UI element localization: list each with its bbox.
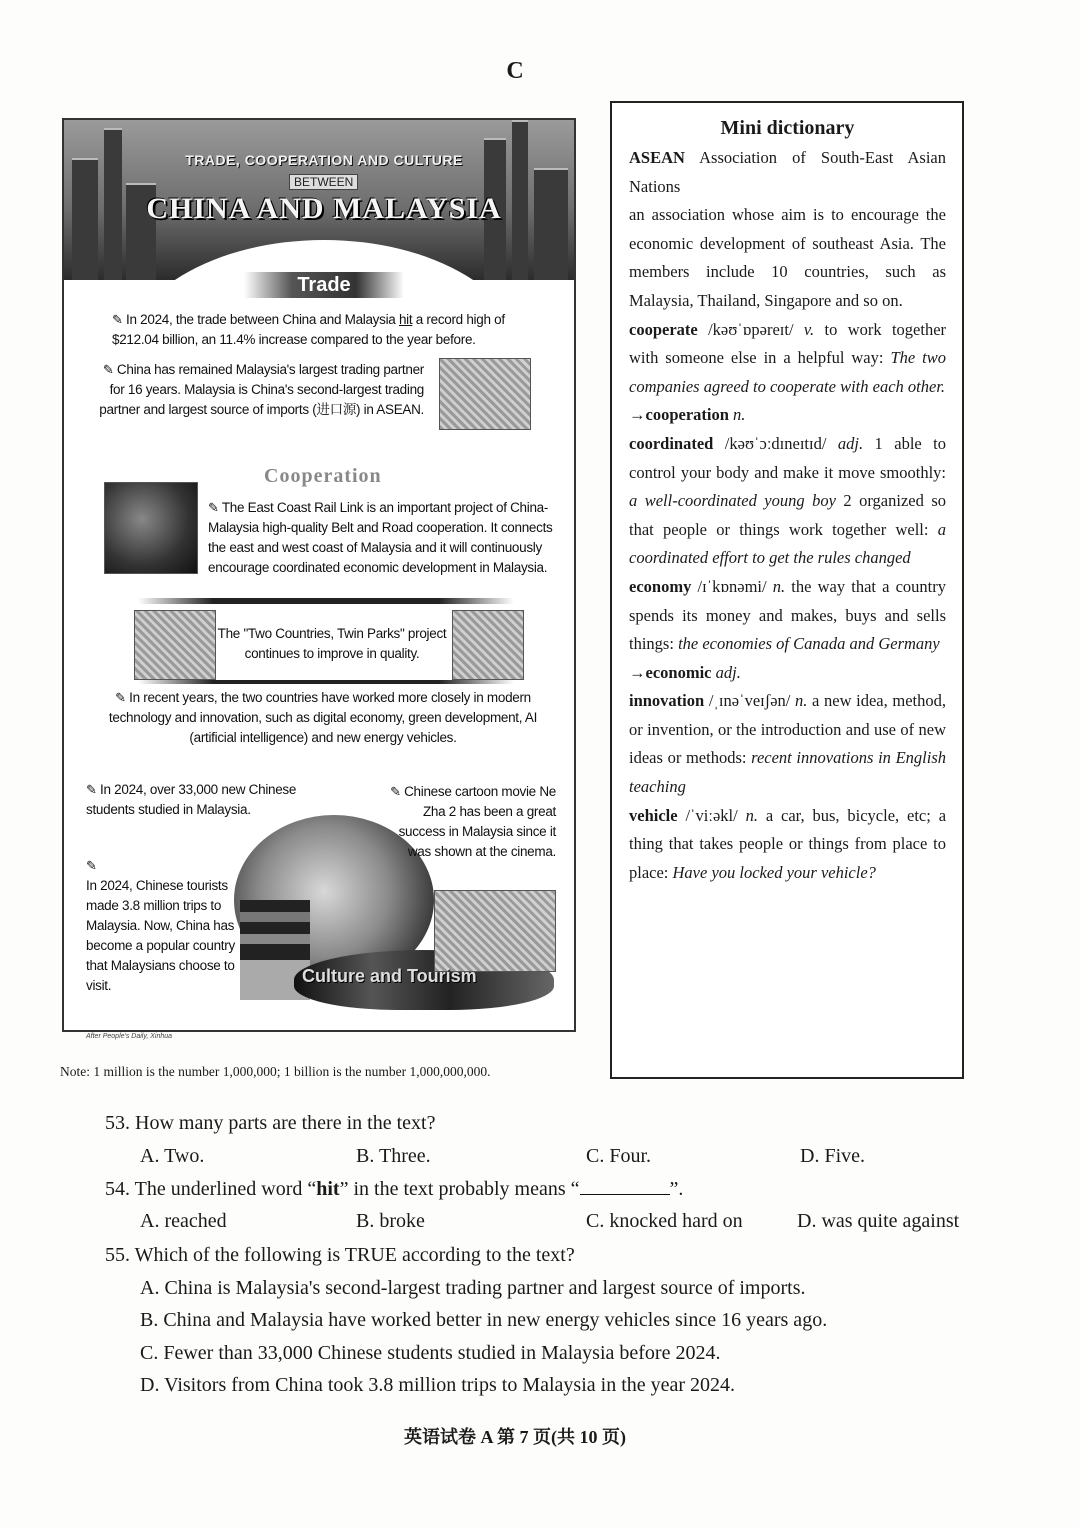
page-footer: 英语试卷 A 第 7 页(共 10 页) <box>404 1427 626 1447</box>
option-53-d[interactable]: D. Five. <box>800 1145 865 1167</box>
question-53: 53. How many parts are there in the text? <box>105 1112 436 1134</box>
culture-paragraph-2: ✎ Chinese cartoon movie Ne Zha 2 has been a great success in Malaysia since it was shown at the cinema. <box>390 784 556 859</box>
leaf-icon: ✎ <box>208 500 219 515</box>
dictionary-title: Mini dictionary <box>720 117 855 139</box>
option-54-c[interactable]: C. knocked hard on <box>586 1210 743 1232</box>
question-55: 55. Which of the following is TRUE according to the text? <box>105 1244 575 1266</box>
option-55-d[interactable]: D. Visitors from China took 3.8 million trips to Malaysia in the year 2024. <box>140 1374 736 1396</box>
leaf-icon: ✎ <box>86 782 97 797</box>
entry-economy: economy /ɪˈkɒnəmi/ n. the way that a country spends its money and makes, buys and sells things: the economies of Canada and Germany →economic adj. <box>629 576 947 682</box>
option-55-a[interactable]: A. China is Malaysia's second-largest trading partner and largest source of imports. <box>140 1277 806 1299</box>
poster-credit: After People's Daily, Xinhua <box>86 1033 173 1040</box>
answer-blank[interactable] <box>580 1176 670 1195</box>
option-53-b[interactable]: B. Three. <box>356 1145 431 1167</box>
option-54-d[interactable]: D. was quite against <box>797 1210 960 1232</box>
option-53-a[interactable]: A. Two. <box>140 1145 205 1167</box>
poster-title: CHINA AND MALAYSIA <box>146 192 502 225</box>
question-54: 54. The underlined word “hit” in the text probably means “ ”. <box>105 1178 684 1200</box>
divider-bar <box>138 598 514 604</box>
entry-vehicle: vehicle /ˈviːəkl/ n. a car, bus, bicycle, etc; a thing that takes people or things from place to place: Have you locked your vehicle? <box>629 805 947 882</box>
entry-asean: ASEAN Association of South-East Asian Nations an association whose aim is to encourage the economic development of southeast Asia. The members include 10 countries, such as Malaysia, Thailand, Singapore and so on. <box>629 148 946 310</box>
option-53-c[interactable]: C. Four. <box>586 1145 652 1167</box>
poster <box>62 118 576 1032</box>
entry-innovation: innovation /ˌɪnəˈveɪʃən/ n. a new idea, method, or invention, or the introduction and use of new ideas or methods: recent innovations in English teaching <box>629 691 946 797</box>
leaf-icon: ✎ <box>115 690 126 705</box>
divider-bar <box>138 680 514 684</box>
poster-subtitle: TRADE, COOPERATION AND CULTURE <box>185 152 463 168</box>
leaf-icon: ✎ <box>112 312 123 327</box>
leaf-icon: ✎ <box>86 858 97 873</box>
entry-cooperate: cooperate /kəʊˈɒpəreɪt/ v. to work together with someone else in a helpful way: The two companies agreed to cooperate with each other. →cooperation n. <box>629 319 947 425</box>
option-55-b[interactable]: B. China and Malaysia have worked better in new energy vehicles since 16 years ago. <box>140 1309 828 1331</box>
hit-underlined-word: hit <box>398 312 413 327</box>
trade-heading: Trade <box>244 272 404 298</box>
note: Note: 1 million is the number 1,000,000; 1 billion is the number 1,000,000,000. <box>60 1064 491 1079</box>
option-55-c[interactable]: C. Fewer than 33,000 Chinese students studied in Malaysia before 2024. <box>140 1342 721 1364</box>
cooperation-paragraph-3: ✎ In recent years, the two countries have worked more closely in modern technology and innovation, such as digital economy, green development, AI (artificial intelligence) and new energy vehicles. <box>108 690 538 745</box>
park-photo-right <box>452 610 524 680</box>
mini-dictionary <box>610 101 964 1079</box>
trade-photo <box>439 358 531 430</box>
park-photo-left <box>134 610 216 680</box>
entry-coordinated: coordinated /kəʊˈɔːdɪneɪtɪd/ adj. 1 able to control your body and make it move smoothly: a well-coordinated young boy 2 organized so that people or things work together well: a coordinated effort to get the rules changed <box>629 433 947 568</box>
leaf-icon: ✎ <box>390 784 401 799</box>
culture-heading: Culture and Tourism <box>302 966 477 986</box>
poster-between: BETWEEN <box>289 174 358 190</box>
culture-paragraph-1: ✎ In 2024, over 33,000 new Chinese students studied in Malaysia. <box>86 782 297 817</box>
culture-paragraph-3: ✎ In 2024, Chinese tourists made 3.8 million trips to Malaysia. Now, China has become a popular country that Malaysians choose to visit. <box>86 858 235 993</box>
leaf-icon: ✎ <box>102 362 114 377</box>
trade-paragraph-2: ✎ China has remained Malaysia's largest trading partner for 16 years. Malaysia is China's second-largest trading partner and largest source of imports (进口源) in ASEAN. <box>99 362 424 417</box>
option-54-a[interactable]: A. reached <box>140 1210 227 1232</box>
street-photo <box>434 890 556 972</box>
option-54-b[interactable]: B. broke <box>356 1210 425 1232</box>
cooperation-paragraph-1: ✎ The East Coast Rail Link is an important project of China-Malaysia high-quality Belt and Road cooperation. It connects the east and west coast of Malaysia and it will continuously encourage coordinated economic development in Malaysia. <box>208 500 553 575</box>
section-label: C <box>506 58 524 84</box>
rail-photo <box>104 482 198 574</box>
cooperation-heading: Cooperation <box>264 465 382 487</box>
trade-paragraph-1: ✎ In 2024, the trade between China and Malaysia hit a record high of $212.04 billion, an 11.4% increase compared to the year before. <box>112 312 505 347</box>
cooperation-paragraph-2: The "Two Countries, Twin Parks" project continues to improve in quality. <box>217 626 447 661</box>
